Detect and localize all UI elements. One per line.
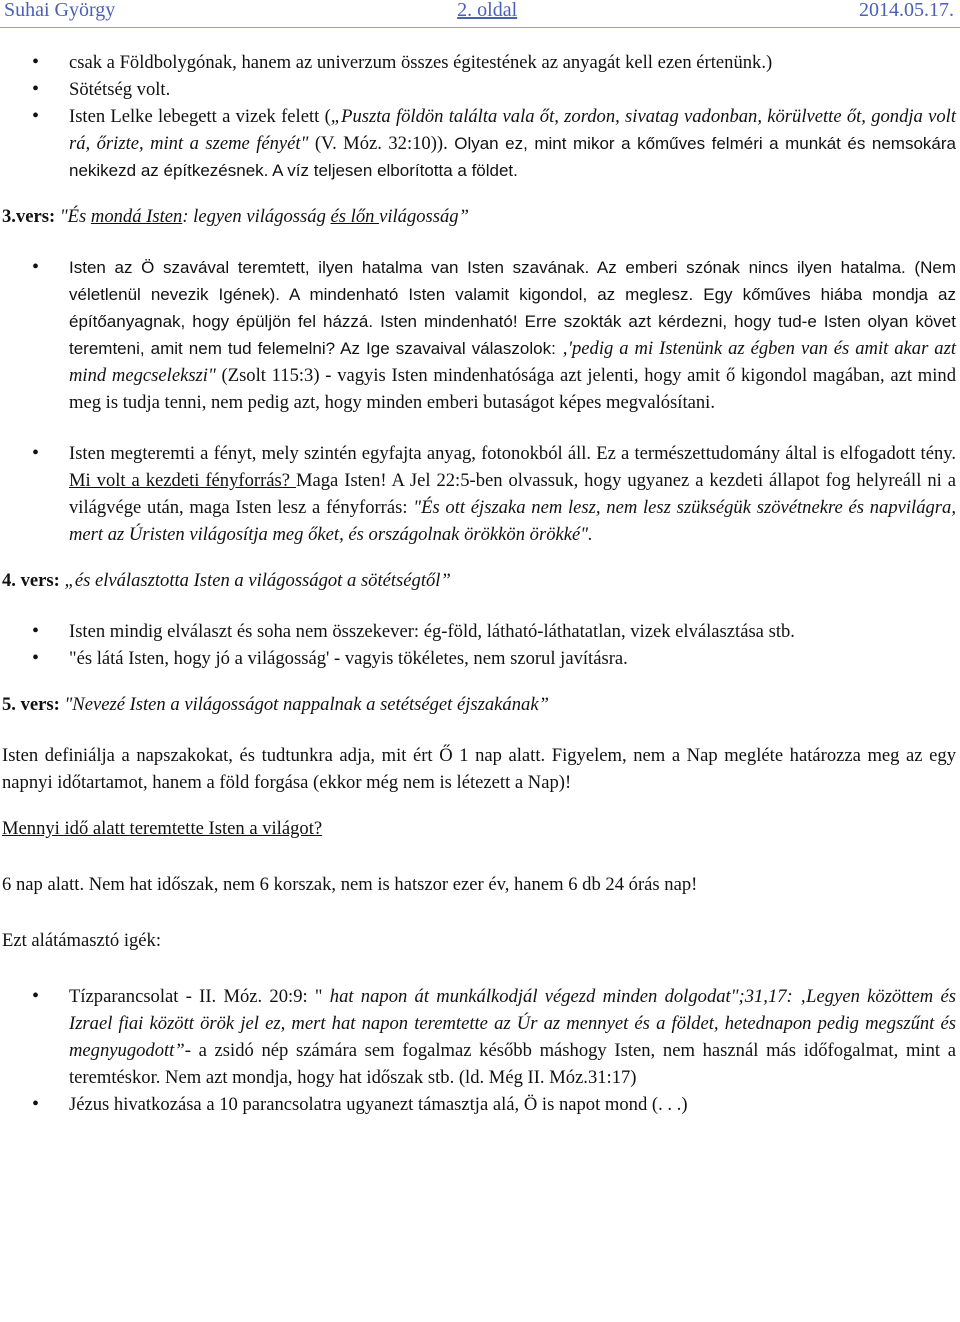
header-rule — [0, 27, 960, 28]
bullet-list-top — [2, 49, 956, 76]
quote-deuteronomy: „Puszta földön találta vala őt, zordon, sivatag vadonban, körülvette őt, gondja volt rá, őrizte, mint a szeme fényét" — [69, 106, 956, 154]
bullet-list-genesis-2 — [2, 76, 956, 184]
paragraph-day-definition: Isten definiálja a napszakokat, és tudtunkra adja, mit ért Ő 1 nap alatt. Figyelem, nem a Nap megléte határozza meg az egy napnyi időtartamot, hanem a föld forgása (ekkor még nem is létezett a Nap)! — [2, 745, 956, 793]
quote-psalm: ‚'pedig a mi Istenünk az égben van és amit akar azt mind megcselekszi" — [69, 338, 956, 386]
answer-six-days: 6 nap alatt. Nem hat időszak, nem 6 korszak, nem is hatszor ezer év, hanem 6 db 24 órás nap! — [2, 874, 698, 895]
verse-3-heading: 3.vers: "És mondá Isten: legyen világosság és lőn világosság” — [2, 206, 469, 227]
page-header — [4, 0, 954, 25]
list-item-word-of-god: • Isten az Ö szavával teremtett, ilyen hatalma van Isten szavának. Az emberi szónak nincs ilyen hatalma. (Nem véletlenül nevezik Igének). A mindenható Isten valamit kigondol, az meglesz. Egy kőműves hiába mondja az építőanyagnak, hogy épüljön fel házzá. Isten mindenható! Erre szokták azt kérdezni, hogy tud-e Isten olyan követ teremteni, amit nem tud felemelni? Az Ige szavaival válaszolok: ‚'pedig a mi Istenünk az égben van és amit akar azt mind megcselekszi" (Zsolt 115:3) - vagyis Isten mindenhatósága azt jelenti, hogy amit ő kigondol magában, azt mind meg is tudja tenni, nem pedig azt, hogy minden emberi butaságot képes megvalósítani. — [2, 254, 956, 416]
header-author: Suhai György — [4, 0, 116, 21]
bullet-list-supporting-verses — [2, 983, 956, 1118]
quote-revelation: "És ott éjszaka nem lesz, nem lesz szükségük szövétnekre és napvilágra, mert az Úristen világosítja meg őket, és országolnak örökkön örökké". — [69, 497, 956, 545]
list-item-ten-commandments: • Tízparancsolat - II. Móz. 20:9: " hat napon át munkálkodjál végezd minden dolgodat";31,17: ‚Legyen közöttem és Izrael fiai között örök jel ez, mert hat napon teremtette az Úr az mennyet és a földet, hetednapon pedig megszűnt és megnyugodott”- a zsidó nép számára sem fogalmaz később máshogy Isten, nem használ más időfogalmat, mint a teremtéskor. Nem azt mondja, hogy hat időszak stb. (ld. Még II. Móz.31:17) — [2, 983, 956, 1091]
list-item-spirit-of-god: • Isten Lelke lebegett a vizek felett („Puszta földön találta vala őt, zordon, sivatag vadonban, körülvette őt, gondja volt rá, őrizte, mint a szeme fényét" (V. Móz. 32:10)). Olyan ez, mint mikor a kőműves felméri a munkát és nemsokára nekikezd az építkezésnek. A víz teljesen elborította a földet. — [2, 103, 956, 184]
list-item-separation: • Isten mindig elválaszt és soha nem összekever: ég-föld, látható-láthatatlan, vizek elválasztása stb. — [2, 618, 956, 645]
header-date: 2014.05.17. — [859, 0, 954, 21]
document-body — [2, 49, 956, 1118]
list-item-light-creation: • Isten megteremti a fényt, mely szintén egyfajta anyag, fotonokból áll. Ez a természettudomány által is elfogadott tény. Mi volt a kezdeti fényforrás? Maga Isten! A Jel 22:5-ben olvassuk, hogy ugyanez a kezdeti állapot fog helyreáll ni a világvége után, maga Isten lesz a fényforrás: "És ott éjszaka nem lesz, nem lesz szükségük szövétnekre és napvilágra, mert az Úristen világosítja meg őket, és országolnak örökkön örökké". — [2, 440, 956, 548]
list-item-darkness: • Sötétség volt. — [2, 76, 956, 103]
verse-5-heading: 5. vers: "Nevezé Isten a világosságot nappalnak a setétséget éjszakának” — [2, 694, 549, 715]
header-page-number: 2. oldal — [457, 0, 518, 21]
list-item-good: • "és látá Isten, hogy jó a világosság' - vagyis tökéletes, nem szorul javításra. — [2, 645, 956, 672]
question-light-source: Mi volt a kezdeti fényforrás? — [69, 470, 296, 491]
bullet-list-light — [2, 440, 956, 548]
question-creation-time: Mennyi idő alatt teremtette Isten a világot? — [2, 818, 323, 839]
verse-4-heading: 4. vers: „és elválasztotta Isten a világosságot a sötétségtől” — [2, 570, 451, 591]
supporting-verses-heading: Ezt alátámasztó igék: — [2, 930, 162, 951]
bullet-list-verse-3 — [2, 254, 956, 416]
list-item-jesus-reference: • Jézus hivatkozása a 10 parancsolatra ugyanezt támasztja alá, Ö is napot mond (. . .) — [2, 1091, 956, 1118]
bullet-list-verse-4 — [2, 618, 956, 672]
list-item-continuation: • csak a Földbolygónak, hanem az univerzum összes égitestének az anyagát kell ezen értenünk.) — [2, 49, 956, 76]
quote-exodus: hat napon át munkálkodjál végezd minden dolgodat";31,17: ‚Legyen közöttem és Izrael fiai között örök jel ez, mert hat napon teremtette az Úr az mennyet és a földet, hetednapon pedig megszűnt és megnyugodott” — [69, 986, 956, 1061]
